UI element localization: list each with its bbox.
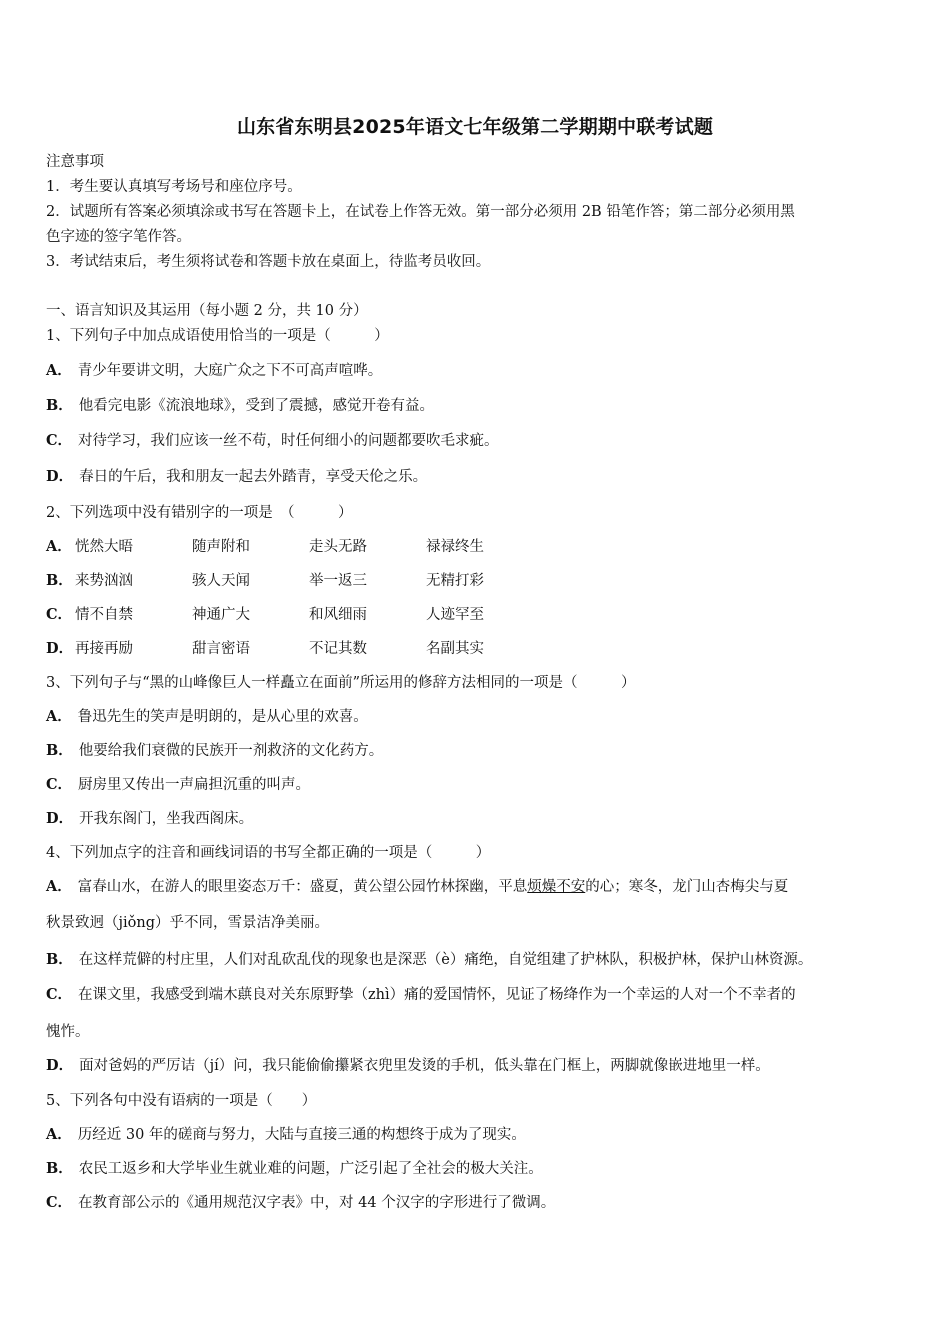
q5-option-a: A． 历经近 30 年的磋商与努力，大陆与直接三通的构想终于成为了现实。 [46, 1126, 526, 1143]
q4-option-c-continued: 愧怍。 [46, 1024, 90, 1040]
question-4-stem: 4、下列加点字的注音和画线词语的书写全都正确的一项是（ ） [46, 845, 491, 861]
q5-option-c: C． 在教育部公示的《通用规范汉字表》中，对 44 个汉字的字形进行了微调。 [46, 1194, 556, 1211]
q2-option-c: C． 情不自禁 神通广大 和风细雨 人迹罕至 [46, 606, 484, 623]
q3-option-b: B． 他要给我们衰微的民族开一剂救济的文化药方。 [46, 742, 384, 759]
q3-option-c: C． 厨房里又传出一声扁担沉重的叫声。 [46, 776, 311, 793]
notice-item: 色字迹的签字笔作答。 [46, 229, 191, 245]
q5-option-b: B． 农民工返乡和大学毕业生就业难的问题，广泛引起了全社会的极大关注。 [46, 1160, 543, 1177]
underlined-word: 烦燥不安 [527, 879, 586, 895]
notice-item: 3．考试结束后，考生须将试卷和答题卡放在桌面上，待监考员收回。 [46, 254, 491, 270]
page-title: 山东省东明县2025年语文七年级第二学期期中联考试题 [236, 116, 714, 138]
notice-heading: 注意事项 [46, 154, 104, 170]
question-5-stem: 5、下列各句中没有语病的一项是（ ） [46, 1093, 317, 1109]
question-2-stem: 2、下列选项中没有错别字的一项是 （ ） [46, 505, 353, 521]
section-heading: 一、语言知识及其运用（每小题 2 分，共 10 分） [46, 303, 368, 319]
q2-option-b: B． 来势汹汹 骇人天闻 举一返三 无精打彩 [46, 572, 484, 589]
q4-option-a: A． 富春山水，在游人的眼里姿态万千：盛夏，黄公望公园竹林探幽，平息烦燥不安的心；寒冬，龙门山杏梅尖与夏 [46, 878, 789, 895]
q1-option-b: B． 他看完电影《流浪地球》，受到了震撼，感觉开卷有益。 [46, 397, 435, 414]
notice-item: 2．试题所有答案必须填涂或书写在答题卡上，在试卷上作答无效。第一部分必须用 2B 铅笔作答；第二部分必须用黑 [46, 204, 795, 220]
q4-option-c: C． 在课文里，我感受到端木蕻良对关东原野挚（zhì）痛的爱国情怀，见证了杨绛作为一个幸运的人对一个不幸者的 [46, 986, 796, 1003]
q3-option-a: A． 鲁迅先生的笑声是明朗的，是从心里的欢喜。 [46, 708, 368, 725]
notice-item: 1．考生要认真填写考场号和座位序号。 [46, 179, 302, 195]
q4-option-d: D． 面对爸妈的严厉诘（jí）问，我只能偷偷攥紧衣兜里发烫的手机，低头靠在门框上，两脚就像嵌进地里一样。 [46, 1057, 770, 1074]
question-1-stem: 1、下列句子中加点成语使用恰当的一项是（ ） [46, 328, 389, 344]
question-3-stem: 3、下列句子与“黑的山峰像巨人一样矗立在面前”所运用的修辞方法相同的一项是（ ） [46, 675, 636, 691]
q1-option-d: D． 春日的午后，我和朋友一起去外踏青，享受天伦之乐。 [46, 468, 428, 485]
q3-option-d: D． 开我东阁门，坐我西阁床。 [46, 810, 254, 827]
q2-option-d: D． 再接再励 甜言密语 不记其数 名副其实 [46, 640, 484, 657]
q1-option-c: C． 对待学习，我们应该一丝不苟，时任何细小的问题都要吹毛求疵。 [46, 432, 499, 449]
q4-option-a-continued: 秋景致迥（jiǒng）乎不同，雪景洁净美丽。 [46, 915, 329, 931]
q1-option-a: A． 青少年要讲文明，大庭广众之下不可高声喧哗。 [46, 362, 383, 379]
q2-option-a: A． 恍然大晤 随声附和 走头无路 禄禄终生 [46, 538, 484, 555]
q4-option-b: B． 在这样荒僻的村庄里，人们对乱砍乱伐的现象也是深恶（è）痛绝，自觉组建了护林队，积极护林，保护山林资源。 [46, 951, 813, 968]
